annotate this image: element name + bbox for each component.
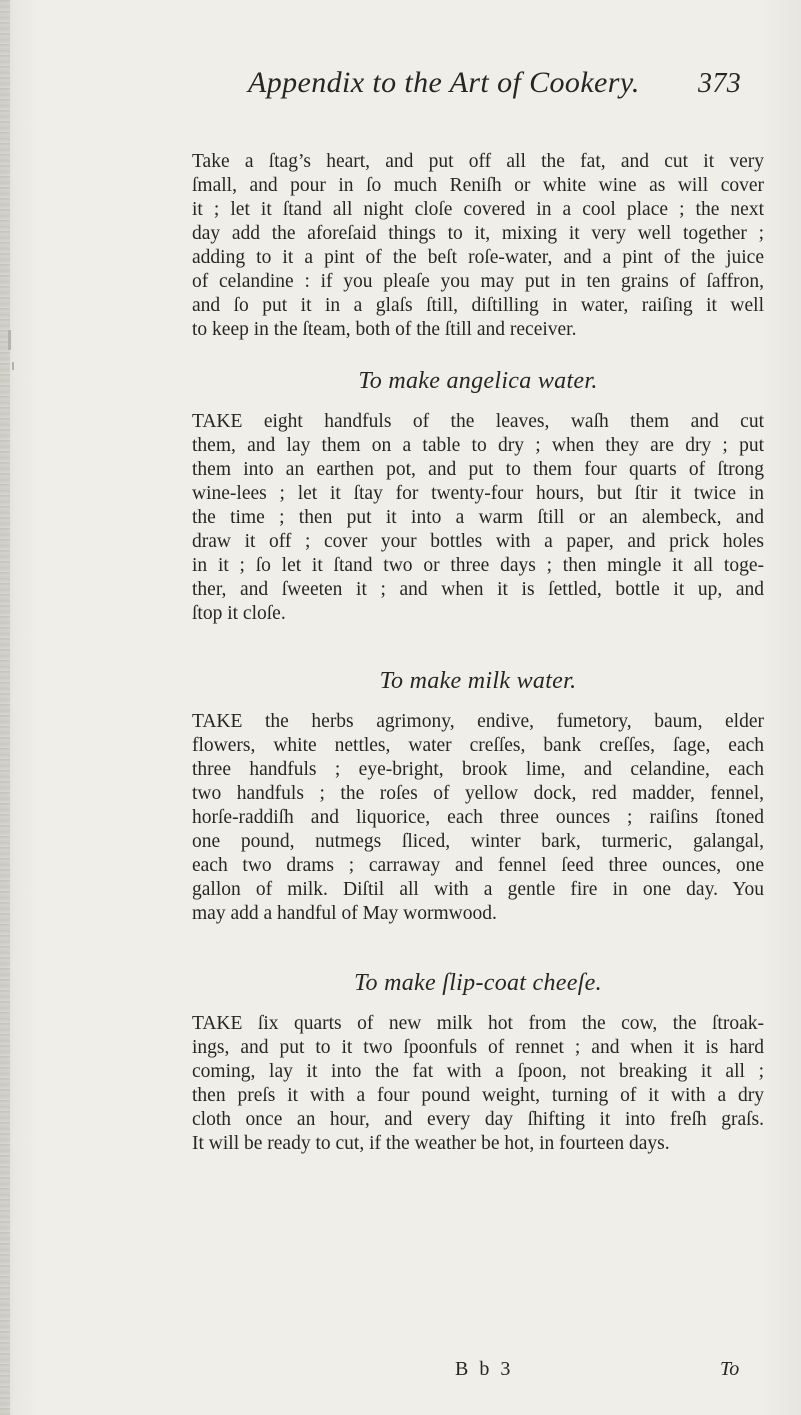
text-line: adding to it a pint of the beſt roſe-water, and a pint of the juice — [192, 247, 764, 268]
recipe-heading-angelica-water: To make angelica water. — [358, 368, 598, 394]
text-line: them, and lay them on a table to dry ; when they are dry ; put — [192, 435, 764, 456]
recipe-heading-milk-water: To make milk water. — [379, 668, 577, 694]
text-line: TAKE eight handfuls of the leaves, waſh them and cut — [192, 411, 764, 432]
text-line: one pound, nutmegs ſliced, winter bark, turmeric, galangal, — [192, 831, 764, 852]
paragraph-angelica-water — [192, 410, 764, 626]
running-head: Appendix to the Art of Cookery. — [248, 66, 640, 99]
text-line: gallon of milk. Diſtil all with a gentle fire in one day. You — [192, 879, 764, 900]
text-line: each two drams ; carraway and fennel ſeed three ounces, one — [192, 855, 764, 876]
text-line: draw it off ; cover your bottles with a paper, and prick holes — [192, 531, 764, 552]
page-number: 373 — [698, 68, 742, 99]
text-line: coming, lay it into the fat with a ſpoon, not breaking it all ; — [192, 1061, 764, 1082]
text-line: in it ; ſo let it ſtand two or three days ; then mingle it all toge- — [192, 555, 764, 576]
text-line: ther, and ſweeten it ; and when it is ſettled, bottle it up, and — [192, 579, 764, 600]
paragraph-milk-water — [192, 710, 764, 926]
recipe-heading-slip-coat-cheese: To make ſlip-coat cheeſe. — [354, 970, 602, 996]
text-line: ings, and put to it two ſpoonfuls of rennet ; and when it is hard — [192, 1037, 764, 1058]
text-line: horſe-raddiſh and liquorice, each three ounces ; raiſins ſtoned — [192, 807, 764, 828]
text-line: it ; let it ſtand all night cloſe covered in a cool place ; the next — [192, 199, 764, 220]
text-line: and ſo put it in a glaſs ſtill, diſtilling in water, raiſing it well — [192, 295, 764, 316]
page-gutter-shadow — [0, 0, 10, 1415]
catchword: To — [720, 1358, 740, 1380]
paragraph-stags-heart — [192, 150, 764, 342]
paragraph-slip-coat-cheese — [192, 1012, 764, 1156]
text-line: cloth once an hour, and every day ſhifting it into freſh graſs. — [192, 1109, 764, 1130]
text-line: ſtop it cloſe. — [192, 603, 286, 624]
text-line: may add a handful of May wormwood. — [192, 903, 497, 924]
signature-mark: B b 3 — [455, 1358, 514, 1380]
text-line: to keep in the ſteam, both of the ſtill and receiver. — [192, 319, 577, 340]
text-line: three handfuls ; eye-bright, brook lime, and celandine, each — [192, 759, 764, 780]
text-line: the time ; then put it into a warm ſtill or an alembeck, and — [192, 507, 764, 528]
text-line: day add the aforeſaid things to it, mixing it very well together ; — [192, 223, 764, 244]
text-line: It will be ready to cut, if the weather be hot, in fourteen days. — [192, 1133, 670, 1154]
text-line: ſmall, and pour in ſo much Reniſh or white wine as will cover — [192, 175, 764, 196]
text-line: wine-lees ; let it ſtay for twenty-four hours, but ſtir it twice in — [192, 483, 764, 504]
page-speck — [8, 330, 11, 350]
text-line: then preſs it with a four pound weight, turning of it with a dry — [192, 1085, 764, 1106]
text-line: Take a ſtag’s heart, and put off all the fat, and cut it very — [192, 151, 764, 172]
text-line: TAKE the herbs agrimony, endive, fumetory, baum, elder — [192, 711, 764, 732]
text-line: two handfuls ; the roſes of yellow dock, red madder, fennel, — [192, 783, 764, 804]
text-line: of celandine : if you pleaſe you may put in ten grains of ſaffron, — [192, 271, 764, 292]
text-line: flowers, white nettles, water creſſes, bank creſſes, ſage, each — [192, 735, 764, 756]
text-line: them into an earthen pot, and put to them four quarts of ſtrong — [192, 459, 764, 480]
text-line: TAKE ſix quarts of new milk hot from the cow, the ſtroak- — [192, 1013, 764, 1034]
page-header — [248, 66, 748, 106]
page-speck — [12, 362, 14, 370]
